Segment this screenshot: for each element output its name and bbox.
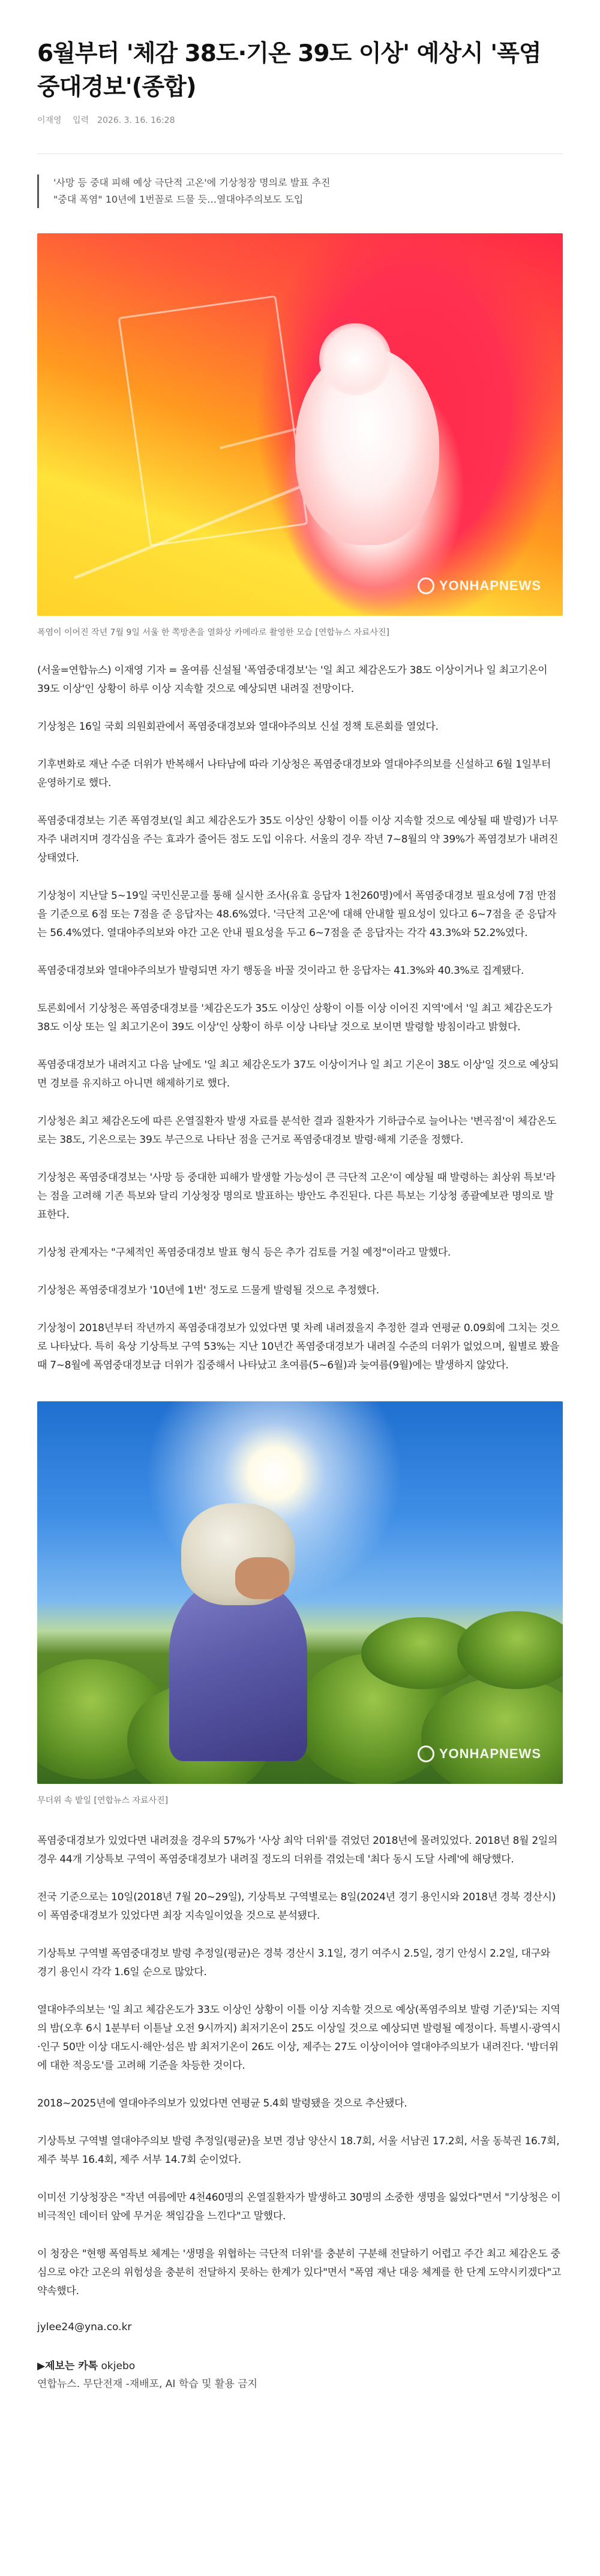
date-label: 입력 — [73, 116, 89, 125]
body-paragraph: 기상청은 폭염중대경보가 '10년에 1번' 정도로 드물게 발령될 것으로 추정했다. — [37, 1284, 379, 1296]
body-paragraph: 기상청이 2018년부터 작년까지 폭염중대경보가 있었다면 몇 차례 내려졌을지 추정한 결과 연평균 0.09회에 그치는 것으로 나타났다. 특히 육상 기상특보 구역 53%는 지난 10년간 폭염중대경보가 내려질 수준의 더위가 없었으며, 월별로 봤을 때 7∼8월에 폭염중대경보급 더위가 집중해서 나타났고 초여름(5∼6월)과 늦여름(9월)에는 발생하지 않았다. — [37, 1322, 560, 1371]
tip-handle[interactable]: okjebo — [101, 2360, 136, 2372]
photo-caption: 무더위 속 밭일 [연합뉴스 자료사진] — [37, 1796, 169, 1805]
tea-field-photo[interactable] — [37, 1401, 563, 1784]
body-paragraph: 기상특보 구역별 열대야주의보 발령 추정일(평균)을 보면 경남 양산시 18.7회, 서울 서남권 17.2회, 서울 동북권 16.7회, 제주 북부 16.4회, 제주 서부 14.7회 순이었다. — [37, 2135, 560, 2166]
body-paragraph: 이미선 기상청장은 "작년 여름에만 4천460명의 온열질환자가 발생하고 30명의 소중한 생명을 잃었다"면서 "기상청은 이 비극적인 데이터 앞에 무거운 책임감을 느낀다"고 말했다. — [37, 2192, 561, 2222]
body-paragraph: 폭염중대경보가 있었다면 내려졌을 경우의 57%가 '사상 최악 더위'를 겪었던 2018년에 몰려있었다. 2018년 8월 2일의 경우 44개 기상특보 구역이 폭염중대경보가 내려질 정도의 더위를 겪었는데 '최다 동시 도달 사례'에 해당했다. — [37, 1835, 558, 1865]
photo-watermark — [418, 1746, 541, 1762]
article-body — [37, 661, 563, 2301]
summary-line: "중대 폭염" 10년에 1번꼴로 드물 듯…열대야주의보도 도입 — [53, 194, 304, 205]
photo-tea-bush — [457, 1611, 563, 1689]
reporter-email[interactable]: jylee24@yna.co.kr — [37, 2321, 132, 2333]
figure-tea-field — [37, 1401, 563, 1807]
body-paragraph: 토론회에서 기상청은 폭염중대경보를 '체감온도가 35도 이상인 상황이 이틀 이상 이어진 지역'에서 '일 최고 체감온도가 38도 이상 또는 일 최고기온이 39도 이상'인 상황이 하루 이상 나타날 것으로 보이면 발령할 방침이라고 밝혔다. — [37, 1003, 553, 1033]
body-paragraph: 기후변화로 재난 수준 더위가 반복해서 나타남에 따라 기상청은 폭염중대경보와 열대야주의보를 신설하고 6월 1일부터 운영하기로 했다. — [37, 759, 551, 789]
reporter-name[interactable]: 이재영 — [37, 116, 62, 125]
watermark-text: YONHAPNEWS — [439, 578, 541, 593]
yonhap-logo-icon — [418, 1746, 434, 1762]
body-paragraph: 기상특보 구역별 폭염중대경보 발령 추정일(평균)은 경북 경산시 3.1일, 경기 여주시 2.5일, 경기 안성시 2.2일, 대구와 경기 용인시 각각 1.6일 순으로 많았다. — [37, 1948, 550, 1978]
thermal-camera-photo[interactable] — [37, 233, 563, 616]
article-meta — [37, 114, 563, 126]
photo-caption: 폭염이 이어진 작년 7월 9일 서울 한 쪽방촌을 열화상 카메라로 촬영한 모습 [연합뉴스 자료사진] — [37, 628, 389, 637]
body-paragraph: 기상청은 최고 체감온도에 따른 온열질환자 발생 자료를 분석한 결과 질환자가 기하급수로 늘어나는 '변곡점'이 체감온도로는 38도, 기온으로는 39도 부근으로 나타난 점을 근거로 폭염중대경보 발령·해제 기준을 정했다. — [37, 1115, 557, 1146]
watermark-text: YONHAPNEWS — [439, 1746, 541, 1761]
photo-person-head-shape — [319, 323, 391, 395]
body-paragraph: 2018∼2025년에 열대야주의보가 있었다면 연평균 5.4회 발령됐을 것으로 추산됐다. — [37, 2097, 407, 2109]
body-paragraph: 기상청 관계자는 "구체적인 폭염중대경보 발표 형식 등은 추가 검토를 거칠 예정"이라고 말했다. — [37, 1247, 451, 1259]
body-paragraph: 열대야주의보는 '일 최고 체감온도가 33도 이상인 상황이 이틀 이상 지속할 것으로 예상(폭염주의보 발령 기준)'되는 지역의 밤(오후 6시 1분부터 이튿날 오전 9시까지) 최저기온이 25도 이상일 것으로 예상되면 발령될 예정이다. 특별시·광역시·인구 50만 이상 대도시·해안·섬은 밤 최저기온이 26도 이상, 제주는 27도 이상이어야 열대야주의보가 내려진다. '밤더위에 대한 적응도'를 고려해 기준을 차등한 것이다. — [37, 2004, 561, 2072]
body-paragraph: (서울=연합뉴스) 이재영 기자 = 올여름 신설될 '폭염중대경보'는 '일 최고 체감온도가 38도 이상이거나 일 최고기온이 39도 이상'인 상황이 하루 이상 지속할 것으로 예상되면 내려질 전망이다. — [37, 664, 548, 695]
publish-date: 2026. 3. 16. 16:28 — [97, 116, 175, 125]
body-paragraph: 이 청장은 "현행 폭염특보 체계는 '생명을 위협하는 극단적 더위'를 충분히 구분해 전달하기 어렵고 주간 최고 체감온도 중심으로 야간 고온의 위험성을 충분히 전달하지 못하는 한계가 있다"면서 "폭염 재난 대응 체계를 한 단계 도약시키겠다"고 약속했다. — [37, 2248, 561, 2297]
copyright-notice: 연합뉴스. 무단전재 -재배포, AI 학습 및 활용 금지 — [37, 2378, 258, 2390]
photo-road-outline — [118, 295, 308, 546]
article-summary — [37, 174, 563, 208]
body-paragraph: 폭염중대경보와 열대야주의보가 발령되면 자기 행동을 바꿀 것이라고 한 응답자는 41.3%와 40.3%로 집계됐다. — [37, 965, 524, 977]
body-paragraph: 기상청은 폭염중대경보는 '사망 등 중대한 피해가 발생할 가능성이 큰 극단적 고온'이 예상될 때 발령하는 최상위 특보'라는 점을 고려해 기존 특보와 달리 기상청장 명의로 발표하는 방안도 추진된다. 다른 특보는 기상청 종괄예보관 명의로 발표한다. — [37, 1172, 556, 1221]
body-paragraph: 폭염중대경보가 내려지고 다음 날에도 '일 최고 체감온도가 37도 이상이거나 일 최고 기온이 38도 이상'일 것으로 예상되면 경보를 유지하고 아니면 해제하기로 했다. — [37, 1059, 559, 1090]
summary-line: '사망 등 중대 피해 예상 극단적 고온'에 기상청장 명의로 발표 추진 — [53, 177, 331, 188]
photo-worker-arm — [235, 1557, 289, 1599]
tip-prefix: ▶제보는 카톡 — [37, 2360, 98, 2372]
article-title: 6월부터 '체감 38도·기온 39도 이상' 예상시 '폭염중대경보'(종합) — [37, 40, 541, 101]
article-footer — [37, 2357, 563, 2393]
yonhap-logo-icon — [418, 577, 434, 594]
body-paragraph: 기상청은 16일 국회 의원회관에서 폭염중대경보와 열대야주의보 신설 정책 토론회를 열었다. — [37, 721, 439, 733]
body-paragraph: 전국 기준으로는 10일(2018년 7월 20∼29일), 기상특보 구역별로는 8일(2024년 경기 용인시와 2018년 경북 경산시)이 폭염중대경보가 있었다면 최장 지속일이었을 것으로 분석됐다. — [37, 1891, 556, 1922]
tip-line — [37, 2357, 563, 2375]
body-paragraph: 폭염중대경보는 기존 폭염경보(일 최고 체감온도가 35도 이상인 상황이 이틀 이상 지속할 것으로 예상될 때 발령)가 너무 자주 내려지며 경각심을 주는 효과가 줄어든 점도 도입 이유다. 서울의 경우 작년 7∼8월의 약 39%가 폭염경보가 내려진 상태였다. — [37, 815, 558, 864]
figure-thermal — [37, 233, 563, 639]
photo-watermark — [418, 577, 541, 594]
photo-worker-body — [169, 1581, 307, 1761]
body-paragraph: 기상청이 지난달 5∼19일 국민신문고를 통해 실시한 조사(유효 응답자 1천260명)에서 폭염중대경보 필요성에 7점 만점을 기준으로 6점 또는 7점을 준 응답자는 48.6%였다. '극단적 고온'에 대해 안내할 필요성이 있다고 6∼7점을 준 응답자는 56.4%였다. 열대야주의보와 야간 고온 안내 필요성을 두고 6∼7점을 준 응답자는 각각 43.3%와 52.2%였다. — [37, 890, 557, 939]
